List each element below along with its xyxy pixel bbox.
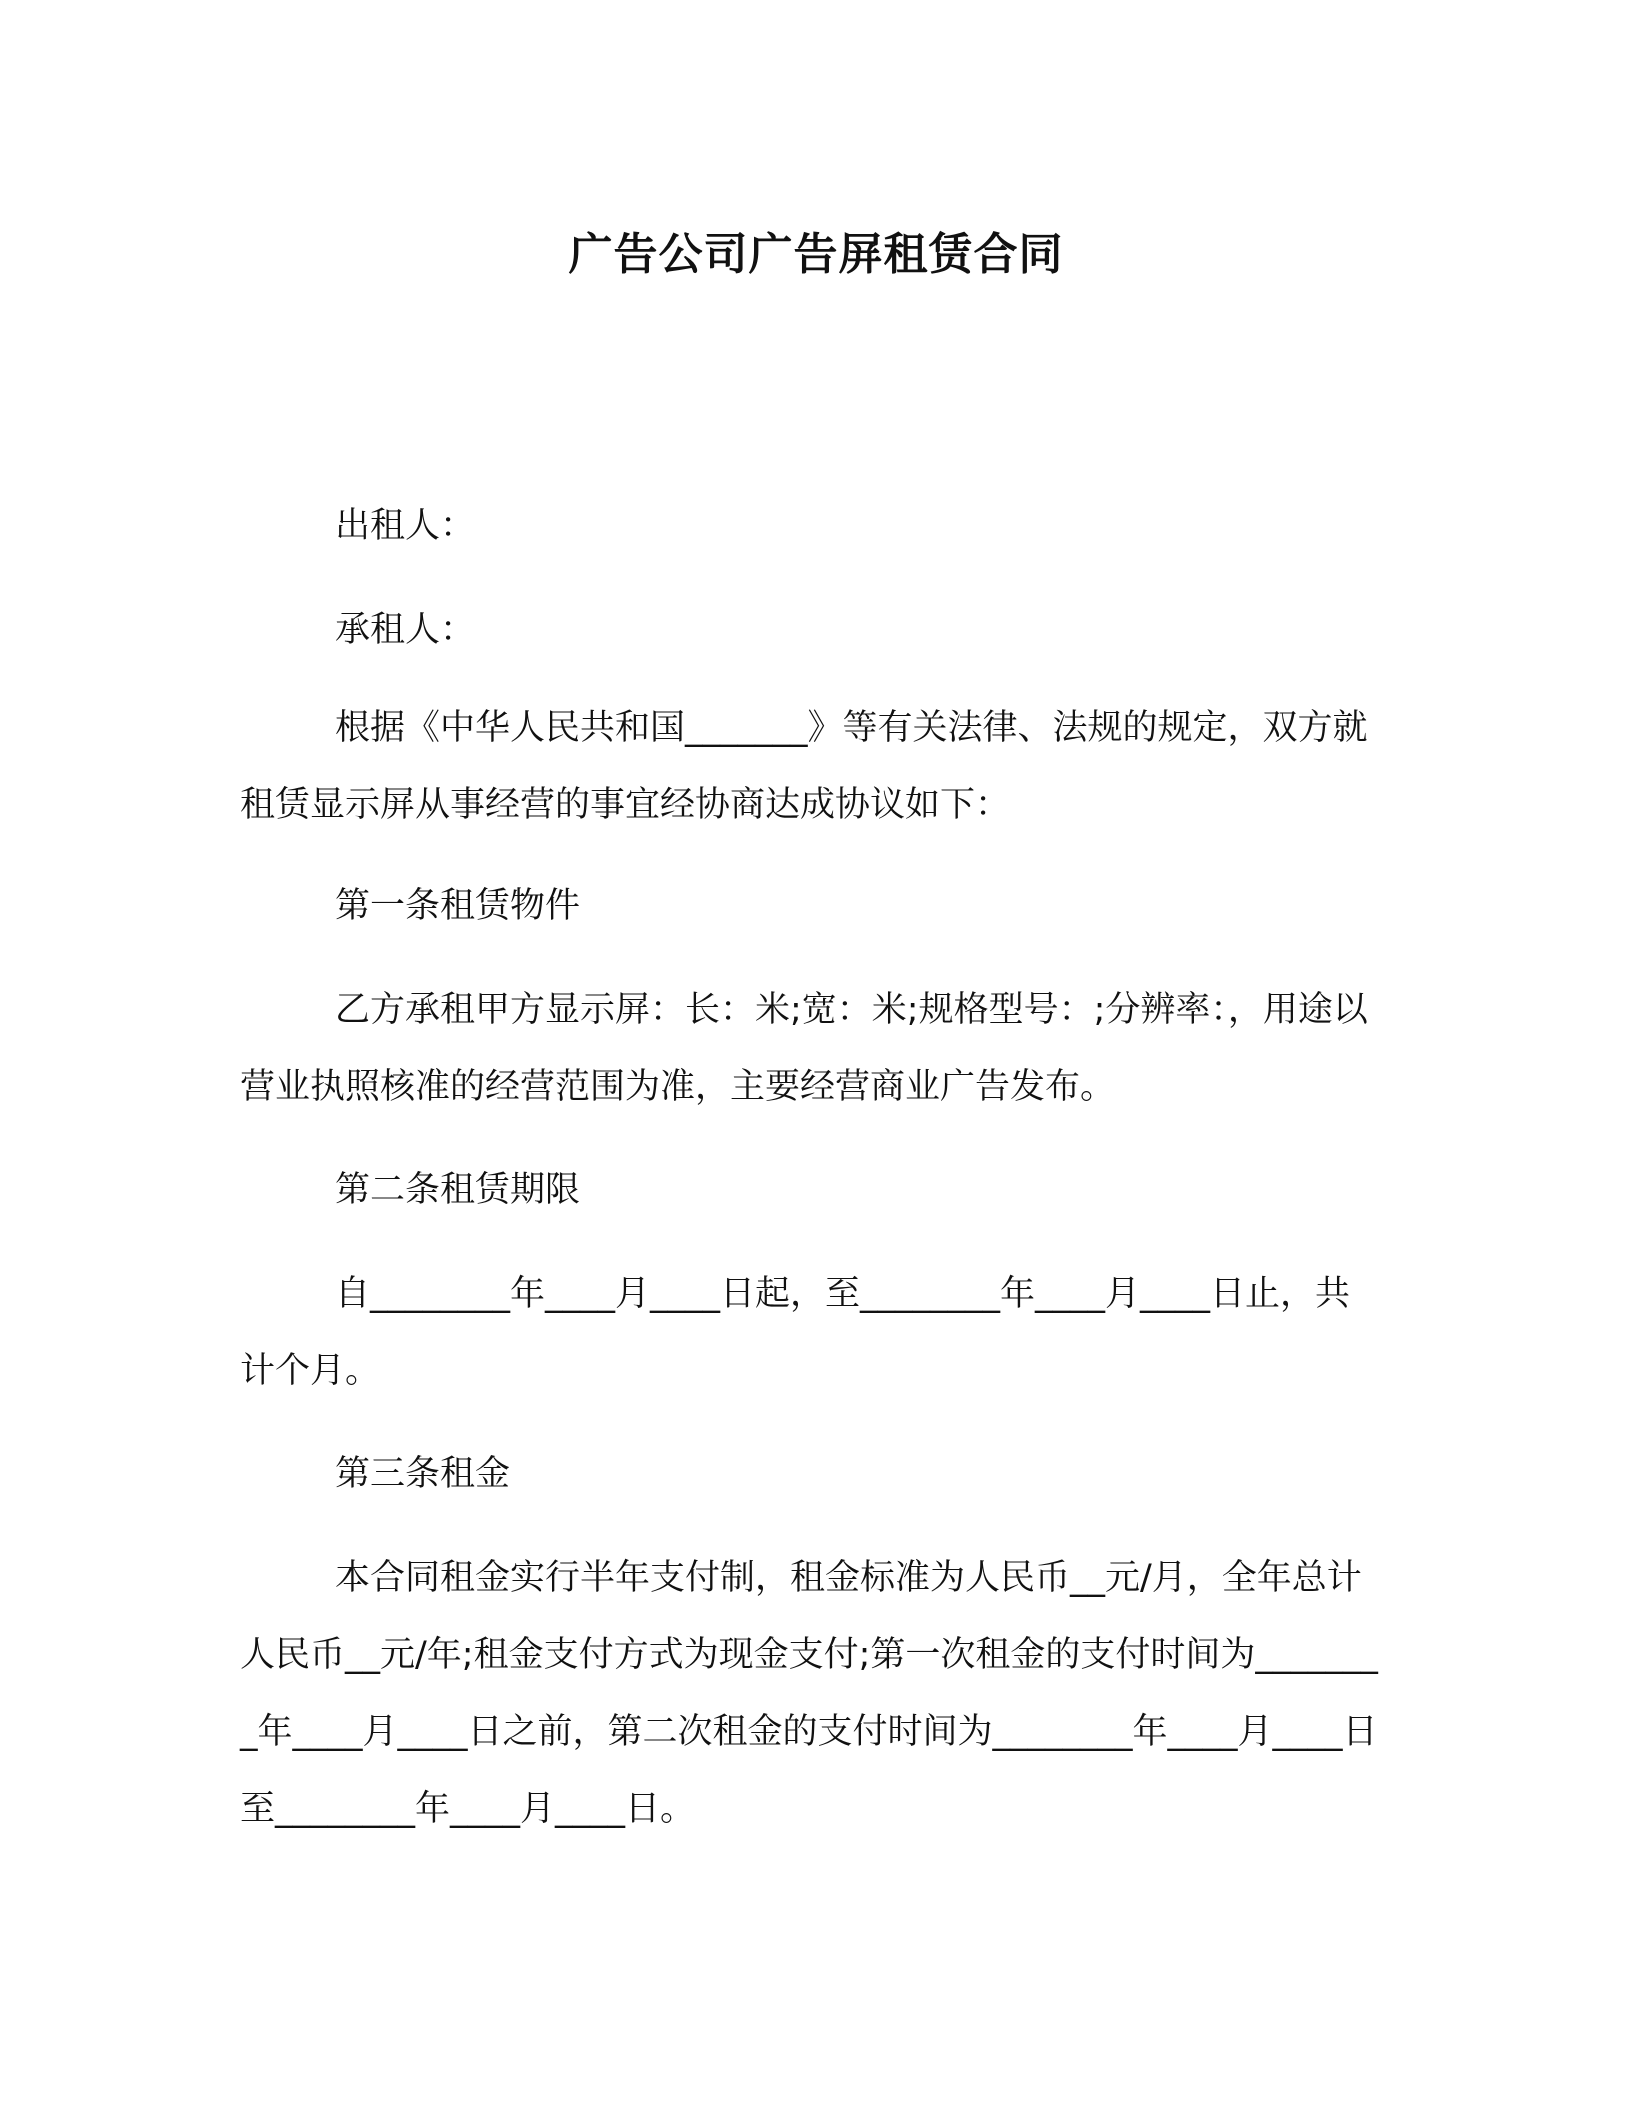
article-3-paragraph: 本合同租金实行半年支付制，租金标准为人民币__元/月，全年总计人民币__元/年;租金支付方式为现金支付;第一次租金的支付时间为________年____月____日之前，第二次租金的支付时间为________年____月____日至________年____月____日。 — [240, 1558, 1378, 1829]
article-2-paragraph: 自________年____月____日起，至________年____月____日止，共计个月。 — [240, 1274, 1351, 1391]
lessee-line: 承租人： — [335, 610, 476, 650]
lessor-line: 出租人： — [335, 506, 476, 546]
article-2-heading: 第二条租赁期限 — [335, 1170, 581, 1210]
preamble-paragraph: 根据《中华人民共和国_______》等有关法律、法规的规定，双方就租赁显示屏从事经营的事宜经协商达成协议如下： — [240, 708, 1368, 825]
document-title: 广告公司广告屏租赁合同 — [568, 229, 1064, 280]
article-1-heading: 第一条租赁物件 — [335, 886, 581, 926]
article-1-paragraph: 乙方承租甲方显示屏：长：米;宽：米;规格型号：;分辨率：，用途以营业执照核准的经营范围为准，主要经营商业广告发布。 — [240, 990, 1368, 1107]
article-3-heading: 第三条租金 — [335, 1454, 511, 1494]
